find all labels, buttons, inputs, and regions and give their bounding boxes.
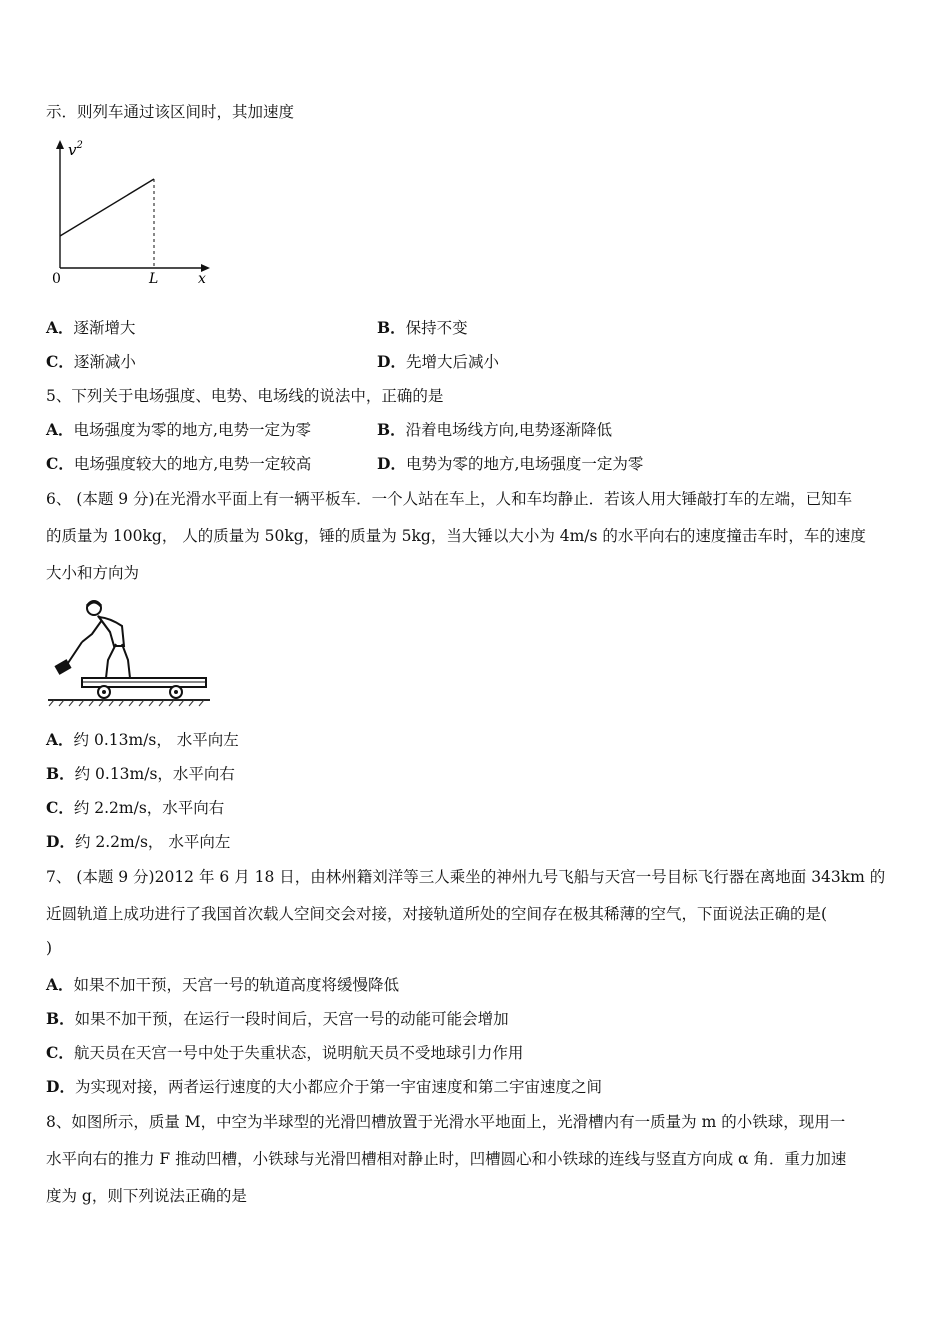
q6-stem-line-1: 6、 (本题 9 分)在光滑水平面上有一辆平板车．一个人站在车上，人和车均静止．若该人用大锤敲打车的左端，已知车 — [46, 490, 853, 508]
q7-option-c[interactable]: C．航天员在天宫一号中处于失重状态，说明航天员不受地球引力作用 — [46, 1043, 524, 1062]
q6-option-d[interactable]: D．约 2.2m/s， 水平向左 — [46, 832, 231, 851]
ground — [48, 700, 210, 706]
q7-option-a[interactable]: A．如果不加干预，天宫一号的轨道高度将缓慢降低 — [46, 975, 400, 994]
y-axis — [56, 140, 64, 268]
v2-x-graph — [46, 138, 226, 288]
q4-option-d[interactable]: D．先增大后减小 — [377, 352, 499, 371]
q5-stem: 5、下列关于电场强度、电势、电场线的说法中，正确的是 — [46, 387, 444, 405]
origin-label: 0 — [52, 271, 61, 287]
q8-stem-line-2: 水平向右的推力 F 推动凹槽，小铁球与光滑凹槽相对静止时，凹槽圆心和小铁球的连线与竖直方向成 α 角．重力加速 — [46, 1150, 847, 1168]
hammer — [54, 642, 82, 675]
q6-option-c[interactable]: C．约 2.2m/s，水平向右 — [46, 798, 225, 817]
hammer-cart-figure — [44, 596, 214, 708]
q5-option-b[interactable]: B．沿着电场线方向,电势逐渐降低 — [377, 420, 613, 439]
q5-option-a[interactable]: A．电场强度为零的地方,电势一定为零 — [46, 420, 311, 439]
q6-option-b[interactable]: B．约 0.13m/s，水平向右 — [46, 764, 235, 783]
q5-option-d[interactable]: D．电势为零的地方,电场强度一定为零 — [377, 454, 644, 473]
q6-option-a[interactable]: A．约 0.13m/s， 水平向左 — [46, 730, 239, 749]
q4-option-b[interactable]: B．保持不变 — [377, 318, 468, 337]
q6-stem-line-3: 大小和方向为 — [46, 564, 140, 582]
q7-stem-line-2: 近圆轨道上成功进行了我国首次载人空间交会对接，对接轨道所处的空间存在极其稀薄的空气，下面说法正确的是( — [46, 905, 828, 923]
q7-option-d[interactable]: D．为实现对接，两者运行速度的大小都应介于第一宇宙速度和第二宇宙速度之间 — [46, 1077, 602, 1096]
q6-stem-line-2: 的质量为 100kg， 人的质量为 50kg，锤的质量为 5kg，当大锤以大小为 4m/s 的水平向右的速度撞击车时，车的速度 — [46, 527, 866, 545]
q7-stem-line-1: 7、 (本题 9 分)2012 年 6 月 18 日，由林州籍刘洋等三人乘坐的神州九号飞船与天宫一号目标飞行器在离地面 343km 的 — [46, 868, 886, 886]
q7-option-b[interactable]: B．如果不加干预，在运行一段时间后，天宫一号的动能可能会增加 — [46, 1009, 509, 1028]
mark-label: L — [149, 271, 159, 287]
person — [82, 601, 134, 678]
q8-stem-line-3: 度为 g，则下列说法正确的是 — [46, 1187, 247, 1205]
q4-stem-tail: 示．则列车通过该区间时，其加速度 — [46, 103, 295, 121]
q5-option-c[interactable]: C．电场强度较大的地方,电势一定较高 — [46, 454, 312, 473]
q4-option-a[interactable]: A．逐渐增大 — [46, 318, 136, 337]
x-axis-label: x — [198, 271, 206, 287]
v2-line — [60, 179, 154, 236]
y-axis-label: $v^2$ — [68, 140, 83, 159]
q4-option-c[interactable]: C．逐渐减小 — [46, 352, 136, 371]
x-axis — [60, 264, 210, 272]
q8-stem-line-1: 8、如图所示，质量 M，中空为半球型的光滑凹槽放置于光滑水平地面上，光滑槽内有一质量为 m 的小铁球，现用一 — [46, 1113, 846, 1131]
cart — [82, 678, 206, 698]
q7-stem-line-3: ) — [46, 939, 53, 957]
